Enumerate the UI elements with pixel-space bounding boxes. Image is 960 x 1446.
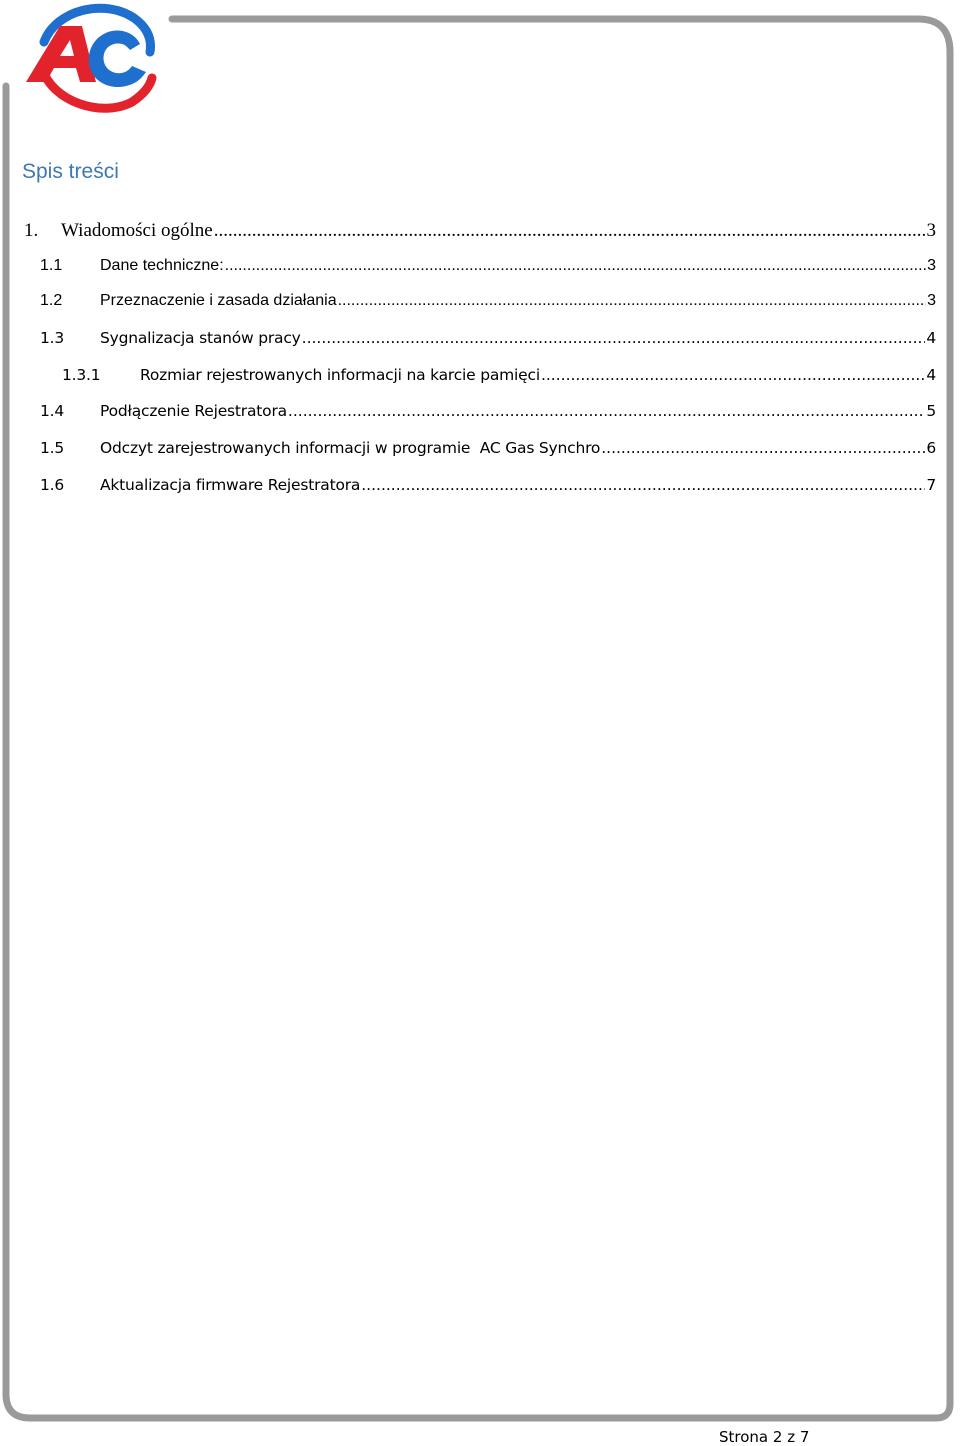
toc-entry-title: Odczyt zarejestrowanych informacji w programie AC Gas Synchro: [100, 439, 601, 457]
toc-entry-1-2[interactable]: [40, 292, 936, 310]
toc-entry-title: Wiadomości ogólne: [61, 220, 213, 241]
toc-entry-title: Podłączenie Rejestratora: [100, 402, 287, 420]
toc-entry-1-3[interactable]: [40, 329, 936, 347]
toc-entry-number: 1.2: [40, 292, 63, 309]
toc-entry-page: 3: [927, 257, 936, 274]
toc-entry-title: Rozmiar rejestrowanych informacji na karcie pamięci: [140, 366, 540, 384]
toc-entry-page: 4: [926, 329, 936, 347]
toc-entry-page: 7: [926, 476, 936, 494]
toc-dot-leader: [288, 402, 925, 420]
toc-entry-page: 3: [927, 292, 936, 309]
toc-dot-leader: [361, 476, 925, 494]
toc-entry-number: 1.5: [40, 439, 65, 457]
toc-heading: Spis treści: [22, 160, 119, 183]
toc-entry-number: 1.4: [40, 402, 65, 420]
toc-entry-1-4[interactable]: [40, 402, 936, 420]
toc-entry-1-5[interactable]: [40, 439, 936, 457]
toc-entry-1[interactable]: [24, 220, 936, 242]
toc-dot-leader: [214, 220, 926, 242]
toc-entry-number: 1.: [24, 220, 39, 241]
toc-dot-leader: [338, 292, 927, 310]
toc-entry-number: 1.3.1: [62, 366, 101, 384]
toc-dot-leader: [601, 439, 925, 457]
toc-dot-leader: [541, 366, 925, 384]
toc-entry-page: 3: [926, 220, 936, 241]
toc-entry-number: 1.6: [40, 476, 65, 494]
toc-dot-leader: [302, 329, 926, 347]
toc-dot-leader: [225, 257, 926, 275]
toc-entry-1-1[interactable]: [40, 257, 936, 275]
toc-entry-1-3-1[interactable]: [62, 366, 936, 384]
toc-entry-page: 4: [926, 366, 936, 384]
toc-entry-number: 1.3: [40, 329, 65, 347]
page-number-footer: Strona 2 z 7: [719, 1428, 810, 1446]
toc-entry-page: 6: [926, 439, 936, 457]
toc-entry-number: 1.1: [40, 257, 63, 274]
toc-entry-1-6[interactable]: [40, 476, 936, 494]
toc-entry-page: 5: [926, 402, 936, 420]
toc-entry-title: Sygnalizacja stanów pracy: [100, 329, 301, 347]
toc-entry-title: Aktualizacja firmware Rejestratora: [100, 476, 361, 494]
ac-logo: [22, 2, 158, 118]
toc-entry-title: Dane techniczne:: [100, 257, 224, 274]
toc-entry-title: Przeznaczenie i zasada działania: [100, 292, 337, 309]
